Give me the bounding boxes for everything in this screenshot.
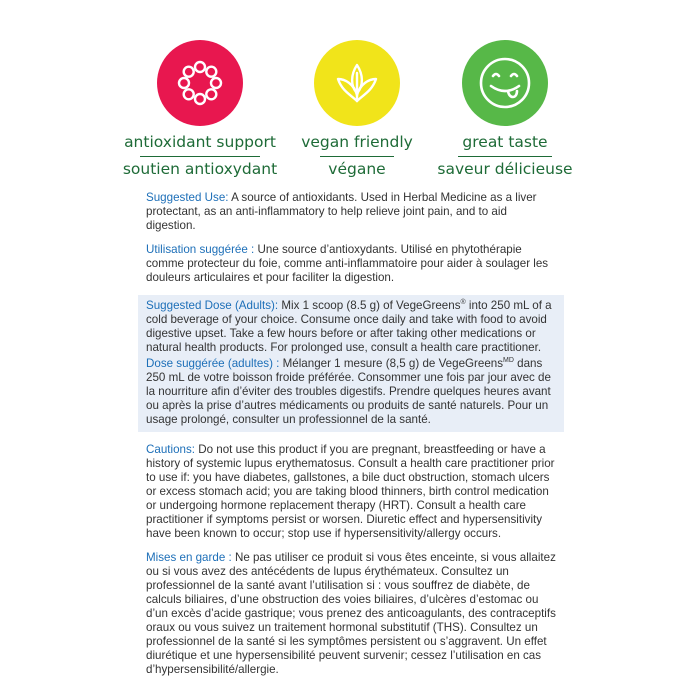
feature-label-en: antioxidant support bbox=[124, 133, 276, 151]
yummy-face-icon bbox=[462, 40, 548, 126]
feature-antioxidant bbox=[120, 40, 280, 180]
cautions-en bbox=[138, 443, 564, 541]
suggested-use-en bbox=[138, 191, 564, 233]
dose-highlight-band bbox=[138, 295, 564, 432]
antioxidant-molecule-icon bbox=[157, 40, 243, 126]
section-heading: Suggested Use: bbox=[146, 191, 229, 204]
section-heading: Utilisation suggérée : bbox=[146, 243, 255, 256]
section-text: Ne pas utiliser ce produit si vous êtes enceinte, si vous allaitez ou si vous avez des antécédents de lupus érythémateux. Consultez un professionnel de la santé avant l’utilisation si : vous souffrez de diabète, de calculs biliaires, d’une obstruction des voies biliaires, d’ulcères d’estomac ou d’un excès d’acide gastrique; vous prenez des anticoagulants, des contraceptifs oraux ou vous suivez un traitement hormonal substitutif (THS). Consultez un professionnel de la santé si les symptômes persistent ou s’aggravent. Un effet diurétique et une hypersensibilité peuvent survenir; cessez l’utilisation en cas d’hypersensibilité/allergie. bbox=[146, 551, 556, 676]
feature-label-en: vegan friendly bbox=[301, 133, 413, 151]
section-text: Do not use this product if you are pregnant, breastfeeding or have a history of systemic lupus erythematosus. Consult a health care practitioner prior to use if: you have diabetes, gallstones, a bile duct obstruction, stomach ulcers or excess stomach acid; you are taking blood thinners, birth control medication or undergoing hormone replacement therapy (HRT). Consult a health care practitioner if symptoms persist or worsen. Diuretic effect and hypersensitivity have been known to occur; stop use if hypersensitivity/allergy occurs. bbox=[146, 443, 555, 540]
section-text: dans 250 mL de votre boisson froide préférée. Consommer une fois par jour avec de la nourriture afin d’éviter des troubles digestifs. Prendre quelques heures avant ou après la prise d’autres médicaments ou produits de santé naturels. Pour un usage prolongé, consulter un professionnel de la santé. bbox=[146, 357, 551, 426]
vegan-leaf-icon bbox=[314, 40, 400, 126]
feature-taste bbox=[425, 40, 585, 180]
section-text: into 250 mL of a cold beverage of your choice. Consume once daily and take with food to avoid digestive upset. Take a few hours before or after taking other medications or natural health products. For prolonged use, consult a health care practitioner. bbox=[146, 299, 552, 354]
section-heading: Suggested Dose (Adults): bbox=[146, 299, 279, 312]
suggested-dose-en bbox=[138, 299, 564, 355]
section-text: Mélanger 1 mesure (8,5 g) de VegeGreens bbox=[279, 357, 504, 370]
section-text: Mix 1 scoop (8.5 g) of VegeGreens bbox=[278, 299, 461, 312]
feature-icons-row bbox=[0, 40, 700, 180]
suggested-use-fr bbox=[138, 243, 564, 285]
feature-label-fr: soutien antioxydant bbox=[122, 160, 278, 178]
section-text: Une source d’antioxydants. Utilisé en phytothérapie comme protecteur du foie, comme anti-inflammatoire pour aider à soulager les douleurs articulaires et pour faciliter la digestion. bbox=[146, 243, 549, 284]
feature-label-fr: saveur délicieuse bbox=[437, 160, 573, 178]
feature-label-fr: végane bbox=[328, 160, 386, 178]
section-heading: Mises en garde : bbox=[146, 551, 232, 564]
section-heading: Cautions: bbox=[146, 443, 195, 456]
suggested-dose-fr bbox=[138, 357, 564, 427]
feature-label-en: great taste bbox=[462, 133, 548, 151]
cautions-fr bbox=[138, 551, 564, 677]
section-heading: Dose suggérée (adultes) : bbox=[146, 357, 280, 370]
label-text-content bbox=[138, 191, 564, 687]
section-text: A source of antioxidants. Used in Herbal Medicine as a liver protectant, as an anti-inflammatory to help relieve joint pain, and to aid digestion. bbox=[146, 191, 537, 232]
feature-vegan bbox=[277, 40, 437, 180]
registered-mark: ® bbox=[460, 299, 466, 307]
registered-mark: MD bbox=[503, 357, 514, 365]
